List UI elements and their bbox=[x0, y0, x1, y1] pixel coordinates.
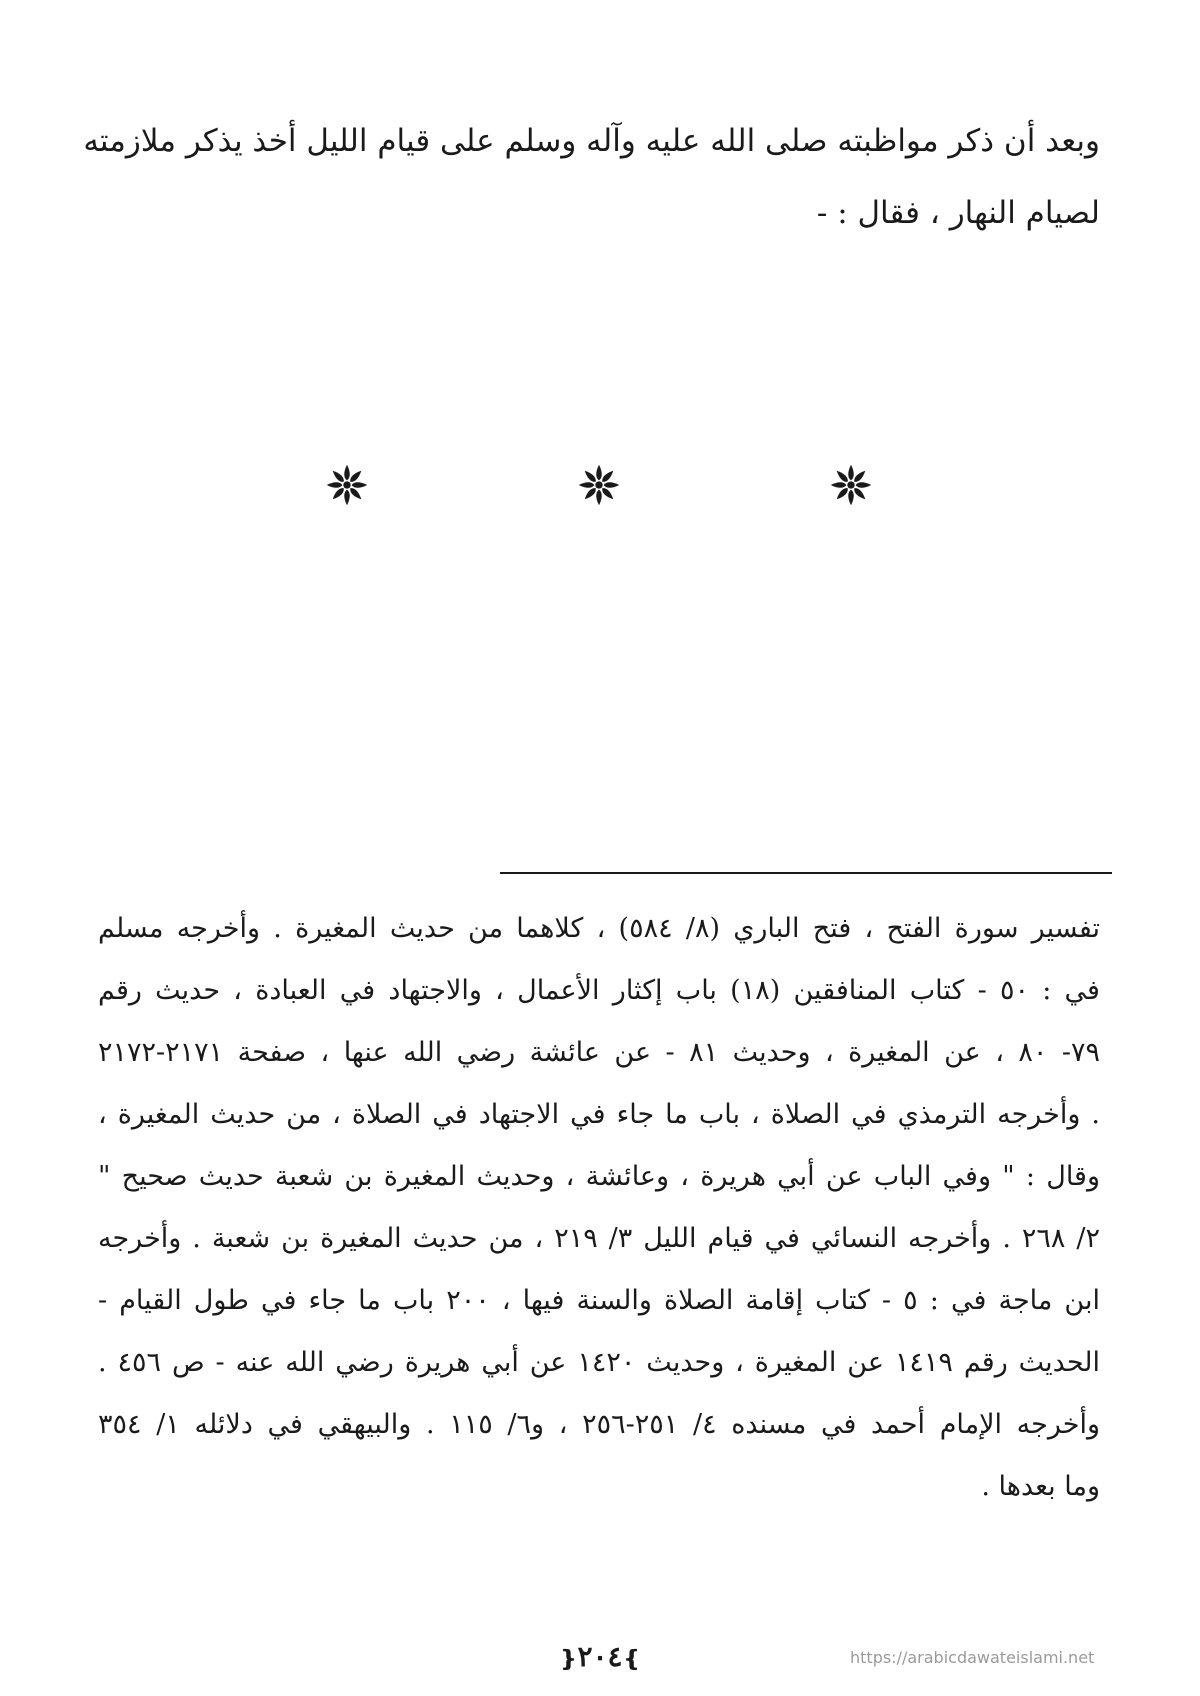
footnote-line: الحديث رقم ١٤١٩ عن المغيرة ، وحديث ١٤٢٠ عن أبي هريرة رضي الله عنه - ص ٤٥٦ . bbox=[98, 1347, 1101, 1378]
source-watermark: https://arabicdawateislami.net bbox=[850, 1648, 1095, 1667]
footnote-line: تفسير سورة الفتح ، فتح الباري (٨/ ٥٨٤) ، كلاهما من حديث المغيرة . وأخرجه مسلم bbox=[98, 913, 1100, 944]
footnote-line: وقال : " وفي الباب عن أبي هريرة ، وعائشة ، وحديث المغيرة بن شعبة حديث صحيح " bbox=[98, 1161, 1100, 1192]
body-paragraph bbox=[80, 105, 1100, 249]
footnote-line: ٢/ ٢٦٨ . وأخرجه النسائي في قيام الليل ٣/ ٢١٩ ، من حديث المغيرة بن شعبة . وأخرجه bbox=[98, 1223, 1100, 1254]
footnote-line: في : ٥٠ - كتاب المنافقين (١٨) باب إكثار الأعمال ، والاجتهاد في العبادة ، حديث رقم bbox=[98, 975, 1100, 1006]
page-number-value: ٢٠٤ bbox=[577, 1640, 623, 1673]
page-number-bracket-left: ❴ bbox=[559, 1645, 578, 1672]
asterisk-ornament-icon bbox=[322, 460, 372, 510]
footnote-line: . وأخرجه الترمذي في الصلاة ، باب ما جاء في الاجتهاد في الصلاة ، من حديث المغيرة ، bbox=[98, 1099, 1100, 1130]
page-number-bracket-right: ❵ bbox=[622, 1645, 641, 1672]
body-line-1: وبعد أن ذكر مواظبته صلى الله عليه وآله وسلم على قيام الليل أخذ يذكر ملازمته bbox=[83, 123, 1100, 159]
footnote-line: ٧٩- ٨٠ ، عن المغيرة ، وحديث ٨١ - عن عائشة رضي الله عنها ، صفحة ٢١٧١-٢١٧٢ bbox=[98, 1037, 1100, 1068]
section-divider-stars bbox=[0, 460, 1200, 520]
asterisk-ornament-icon bbox=[826, 460, 876, 510]
body-line-2: لصيام النهار ، فقال : - bbox=[816, 195, 1100, 231]
footnote-line: وما بعدها . bbox=[981, 1471, 1100, 1502]
footnote-separator-rule bbox=[500, 872, 1112, 874]
asterisk-ornament-icon bbox=[574, 460, 624, 510]
page-number bbox=[540, 1640, 660, 1673]
footnote-line: ابن ماجة في : ٥ - كتاب إقامة الصلاة والسنة فيها ، ٢٠٠ باب ما جاء في طول القيام - bbox=[98, 1285, 1100, 1316]
footnotes bbox=[98, 898, 1100, 1518]
footnote-line: وأخرجه الإمام أحمد في مسنده ٤/ ٢٥١-٢٥٦ ، و٦/ ١١٥ . والبيهقي في دلائله ١/ ٣٥٤ bbox=[98, 1409, 1100, 1440]
